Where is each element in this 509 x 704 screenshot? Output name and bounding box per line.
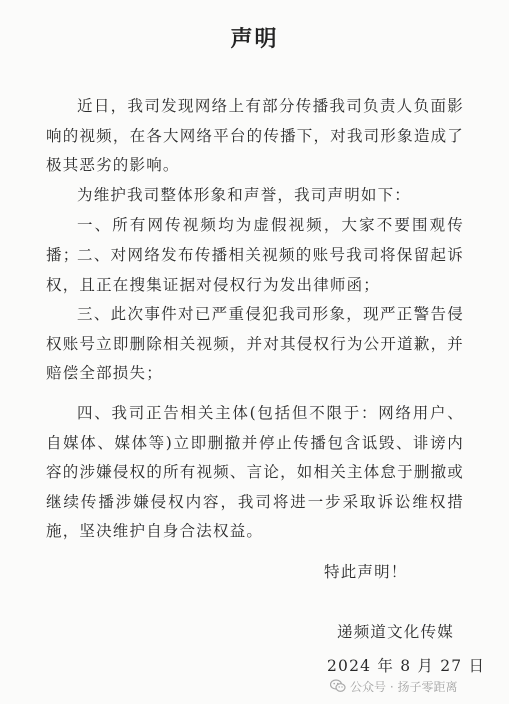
company-signature: 递频道文化传媒 bbox=[337, 623, 454, 641]
watermark bbox=[330, 676, 457, 696]
paragraph-intro: 近日，我司发现网络上有部分传播我司负责人负面影响的视频，在各大网络平台的传播下，对我司形象造成了极其恶劣的影响。 bbox=[46, 97, 464, 174]
closing-statement: 特此声明！ bbox=[324, 563, 408, 581]
wechat-icon bbox=[330, 679, 346, 693]
paragraph-statement-lead: 为维护我司整体形象和声誉，我司声明如下： bbox=[77, 186, 412, 204]
paragraph-item-2: 二、对网络发布传播相关视频的账号我司将保留起诉权，且正在搜集证据对侵权行为发出律师函； bbox=[46, 246, 464, 294]
document-title: 声明 bbox=[230, 26, 279, 52]
statement-date: 2024 年 8 月 27 日 bbox=[327, 657, 486, 675]
paragraph-item-1: 一、所有网传视频均为虚假视频，大家不要围观传播； bbox=[46, 216, 464, 264]
paragraph-item-3: 三、此次事件对已严重侵犯我司形象，现严正警告侵权账号立即删除相关视频，并对其侵权行为公开道歉，并赔偿全部损失； bbox=[46, 305, 464, 382]
paragraph-item-4: 四、我司正告相关主体(包括但不限于：网络用户、自媒体、媒体等)立即删撤并停止传播包含诋毁、诽谤内容的涉嫌侵权的所有视频、言论，如相关主体怠于删撤或继续传播涉嫌侵权内容，我司将进一步采取诉讼维权措施，坚决维护自身合法权益。 bbox=[46, 404, 464, 540]
watermark-text: 公众号 · 扬子零距离 bbox=[350, 679, 458, 694]
